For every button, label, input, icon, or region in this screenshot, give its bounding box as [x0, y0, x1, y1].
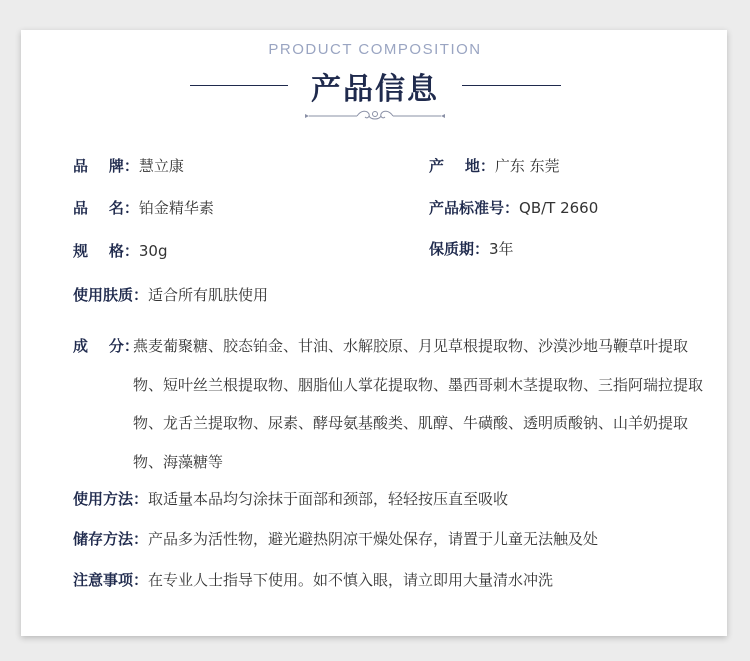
- usage-field: [73, 489, 508, 509]
- shelf-life-value: 3年: [489, 240, 514, 258]
- shelf-life-field: [429, 239, 514, 259]
- origin-field: [429, 156, 560, 176]
- storage-field: [73, 529, 598, 549]
- storage-value: 产品多为活性物，避光避热阴凉干燥处保存，请置于儿童无法触及处: [148, 530, 599, 548]
- brand-value: 慧立康: [138, 157, 184, 175]
- standard-field: [429, 198, 598, 218]
- title-left-rule: [190, 85, 288, 86]
- name-field: [73, 198, 214, 218]
- brand-label: 品 牌：: [73, 157, 139, 175]
- spec-value: 30g: [138, 242, 168, 260]
- skin-type-label: 使用肤质：: [73, 286, 149, 304]
- shelf-life-label: 保质期：: [429, 240, 490, 258]
- standard-label: 产品标准号：: [429, 199, 520, 217]
- ingredients-label: 成 分：: [73, 337, 139, 355]
- caution-field: [73, 570, 553, 590]
- section-subtitle: PRODUCT COMPOSITION: [268, 41, 482, 58]
- origin-value: 广东 东莞: [494, 157, 560, 175]
- skin-type-value: 适合所有肌肤使用: [148, 286, 269, 304]
- flourish-ornament-icon: [305, 106, 445, 126]
- name-value: 铂金精华素: [138, 199, 214, 217]
- brand-field: [73, 156, 184, 176]
- name-label: 品 名：: [73, 199, 139, 217]
- standard-value: QB/T 2660: [519, 199, 599, 217]
- usage-label: 使用方法：: [73, 490, 149, 508]
- skin-type-field: [73, 285, 268, 305]
- storage-label: 储存方法：: [73, 530, 149, 548]
- caution-label: 注意事项：: [73, 571, 149, 589]
- usage-value: 取适量本品均匀涂抹于面部和颈部，轻轻按压直至吸收: [148, 490, 509, 508]
- spec-label: 规 格：: [73, 242, 139, 260]
- spec-field: [73, 241, 168, 261]
- title-row: [0, 62, 750, 106]
- page-title: 产品信息: [311, 72, 439, 107]
- origin-label: 产 地：: [429, 157, 495, 175]
- title-right-rule: [462, 85, 561, 86]
- caution-value: 在专业人士指导下使用。如不慎入眼，请立即用大量清水冲洗: [148, 571, 554, 589]
- ingredients-value: 燕麦葡聚糖、胶态铂金、甘油、水解胶原、月见草根提取物、沙漠沙地马鞭草叶提取物、短叶丝兰根提取物、胭脂仙人掌花提取物、墨西哥刺木茎提取物、三指阿瑞拉提取物、龙舌兰提取物、尿素、酵母氨基酸类、肌醇、牛磺酸、透明质酸钠、山羊奶提取物、海藻糖等: [133, 337, 704, 471]
